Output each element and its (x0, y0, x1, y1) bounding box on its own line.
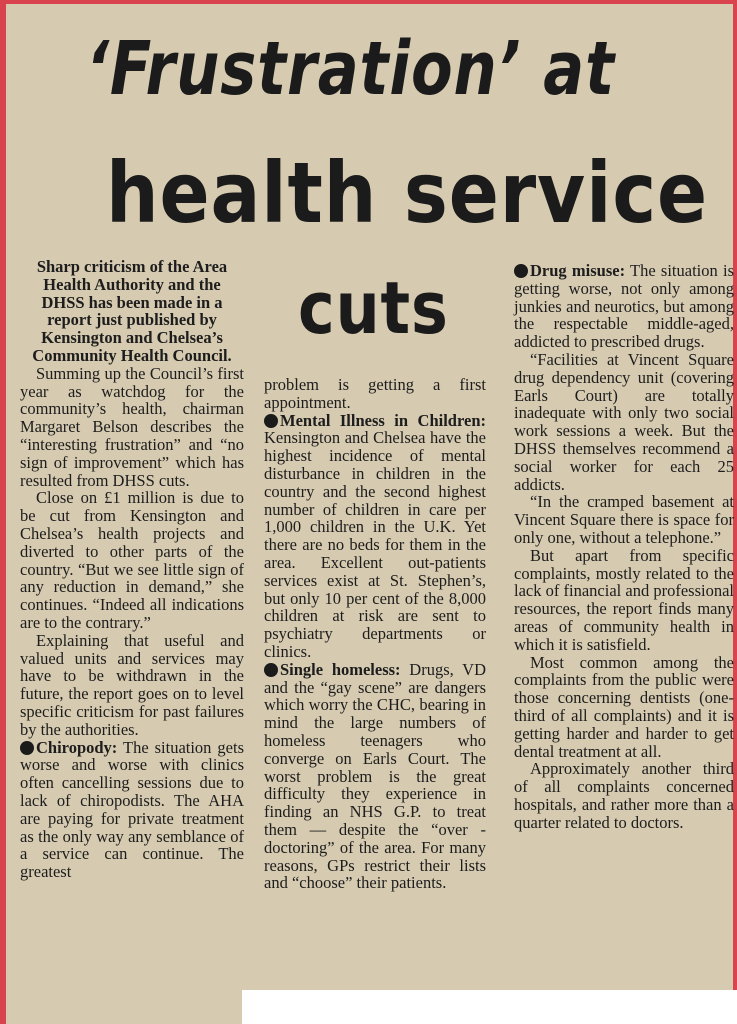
chiropody-paragraph (20, 739, 244, 881)
paragraph: Close on £1 million is due to be cut from Kensington and Chelsea’s health projects and diverted to other parts of the country. “But we see little sign of any reduction in demand,” she continues. “Indeed all indications are to the contrary.” (20, 488, 244, 632)
section-label: Chiropody: (36, 737, 118, 757)
paragraph: But apart from specific complaints, mostly related to the lack of financial and professional resources, the report finds many areas of community health in which it is satisfield. (514, 545, 734, 654)
section-text: The situation gets worse and worse with clinics often cancelling sessions due to lack of chiropodists. The AHA are paying for private treatment as the only way any semblance of a service can continue. The greatest (20, 737, 244, 882)
headline-line-1: ‘Frustration’ at (86, 26, 615, 112)
bullet-icon (20, 741, 34, 755)
article-column-2 (264, 376, 486, 892)
lead-paragraph: Sharp criticism of the Area Health Authority and the DHSS has been made in a report just published by Kensington and Chelsea’s Community Health Council. (32, 257, 232, 365)
bullet-icon (264, 414, 278, 428)
section-label: Single homeless: (280, 659, 401, 679)
section-label: Mental Illness in Children: (280, 410, 486, 430)
mental-illness-paragraph (264, 412, 486, 661)
article-column-1 (20, 258, 244, 881)
paragraph: Most common among the complaints from the public were those concerning dentists (one-third of all complaints) and it is getting harder and harder to get dental treatment at all. (514, 652, 734, 761)
bullet-icon (264, 663, 278, 677)
headline-line-2: health service (106, 144, 709, 242)
paragraph: “In the cramped basement at Vincent Square there is space for only one, without a telephone.” (514, 492, 734, 547)
bullet-icon (514, 264, 528, 278)
drug-misuse-paragraph (514, 262, 734, 351)
article-column-3 (514, 262, 734, 832)
paragraph: “Facilities at Vincent Square drug dependency unit (covering Earls Court) are totally inadequate with only two social work sessions a week. But the DHSS themselves recommend a social worker for each 25 addicts. (514, 349, 734, 494)
section-text: Kensington and Chelsea have the highest incidence of mental disturbance in children in the country and the second highest number of children in care per 1,000 children in the U.K. Yet there are no beds for them in the area. Excellent out-patients services exist at St. Stephen’s, but only 10 per cent of the 8,000 children at risk are sent to psychiatry departments or clinics. (264, 428, 486, 661)
paragraph: problem is getting a first appointment. (264, 375, 486, 412)
paragraph: Approximately another third of all complaints concerned hospitals, and rather more than a quarter related to doctors. (514, 759, 734, 832)
single-homeless-paragraph (264, 661, 486, 892)
page-background (242, 990, 737, 1024)
section-text: The situation is getting worse, not only among junkies and neurotics, but among the respectable middle-aged, addicted to prescribed drugs. (514, 261, 734, 352)
section-text: Drugs, VD and the “gay scene” are dangers which worry the CHC, bearing in mind the large numbers of homeless teenagers who converge on Earls Court. The worst problem is the great difficulty they experience in finding an NHS G.P. to treat them — despite the “over - doctoring” of the area. For many reasons, GPs restrict their lists and “choose” their patients. (264, 659, 486, 893)
paragraph: Explaining that useful and valued units and services may have to be withdrawn in the future, the report goes on to level specific criticism for past failures by the authorities. (20, 630, 244, 739)
section-label: Drug misuse: (530, 261, 626, 280)
headline-line-3: cuts (298, 266, 449, 350)
paragraph: Summing up the Council’s first year as watchdog for the community’s health, chairman Margaret Belson describes the “interesting frustration” and “no sign of improvement” which has resulted from DHSS cuts. (20, 363, 244, 490)
